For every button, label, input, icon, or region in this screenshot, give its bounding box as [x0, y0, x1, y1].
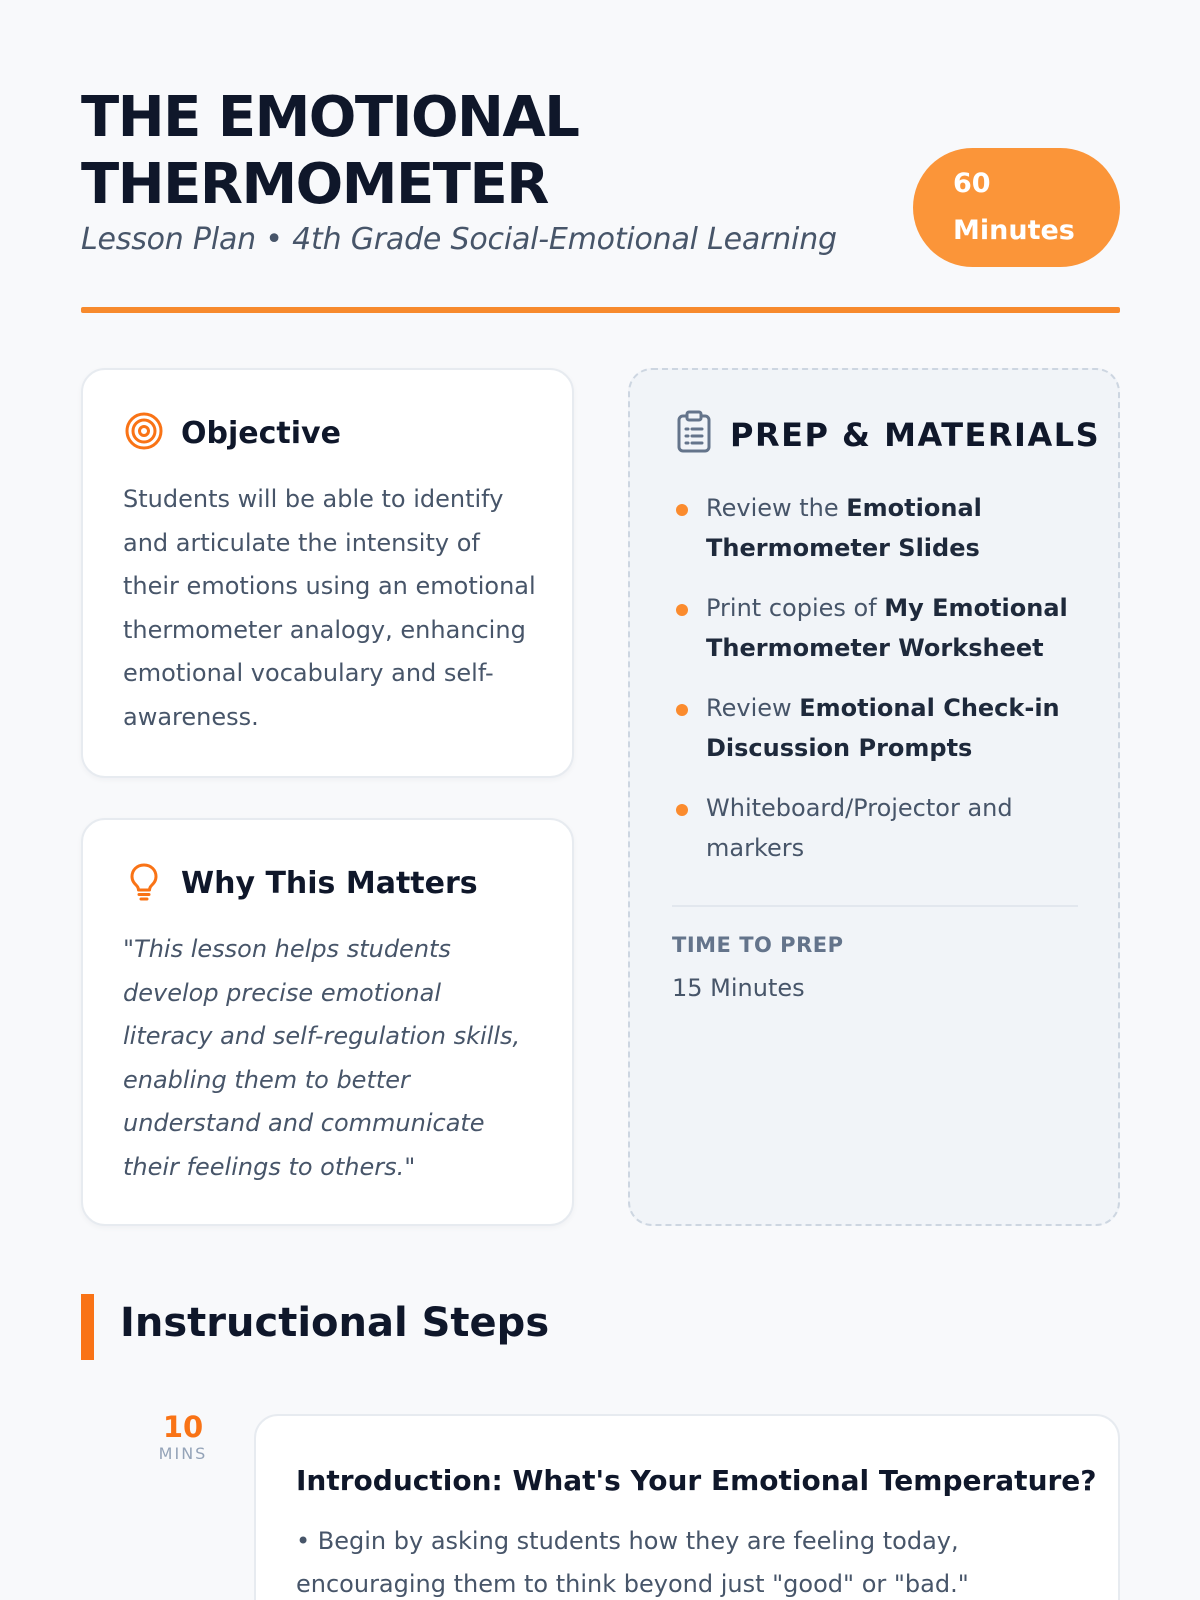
- prep-title: PREP & MATERIALS: [730, 415, 1101, 454]
- duration-badge: [913, 148, 1120, 267]
- objective-text: Students will be able to identify and articulate the intensity of their emotions using an emotional thermometer analogy, enhancing emotional vocabulary and self-awareness.: [123, 485, 536, 731]
- prep-header: [674, 410, 1100, 459]
- duration-value: 60: [953, 168, 991, 199]
- why-title: Why This Matters: [181, 866, 478, 901]
- step-text: • Begin by asking students how they are feeling today, encouraging them to think beyond just "good" or "bad.": [296, 1527, 969, 1598]
- instructional-steps-heading: Instructional Steps: [120, 1300, 550, 1346]
- step-card: [254, 1414, 1120, 1600]
- materials-list: [674, 488, 1074, 888]
- why-card: [81, 818, 574, 1226]
- lightbulb-icon: [123, 860, 165, 907]
- objective-title: Objective: [181, 416, 341, 451]
- prep-time-label: TIME TO PREP: [672, 933, 844, 957]
- header-divider: [81, 307, 1120, 313]
- step-duration-value: 10: [162, 1410, 204, 1444]
- materials-item: Review the Emotional Thermometer Slides: [674, 488, 1074, 568]
- lesson-subtitle: Lesson Plan • 4th Grade Social-Emotional Learning: [81, 222, 837, 257]
- step-duration: [148, 1410, 218, 1464]
- clipboard-icon: [674, 410, 714, 459]
- prep-materials-panel: [628, 368, 1120, 1226]
- target-icon: [123, 410, 165, 457]
- lesson-title-line1: THE EMOTIONAL: [81, 85, 579, 150]
- lesson-header: [81, 84, 1120, 314]
- objective-card: [81, 368, 574, 778]
- duration-unit: Minutes: [953, 215, 1075, 246]
- why-text: "This lesson helps students develop precise emotional literacy and self-regulation skills, enabling them to better understand and communicate their feelings to others.": [123, 935, 521, 1181]
- step-title: Introduction: What's Your Emotional Temperature?: [296, 1464, 1097, 1497]
- why-header: [123, 860, 478, 907]
- materials-item: Review Emotional Check-in Discussion Prompts: [674, 688, 1074, 768]
- materials-item: Print copies of My Emotional Thermometer Worksheet: [674, 588, 1074, 668]
- objective-header: [123, 410, 341, 457]
- section-accent-bar: [81, 1294, 94, 1360]
- prep-time-value: 15 Minutes: [672, 974, 805, 1002]
- step-duration-unit: MINS: [158, 1444, 208, 1463]
- lesson-title-line2: THERMOMETER: [81, 152, 548, 217]
- materials-item: Whiteboard/Projector and markers: [674, 788, 1074, 868]
- prep-divider: [672, 905, 1078, 907]
